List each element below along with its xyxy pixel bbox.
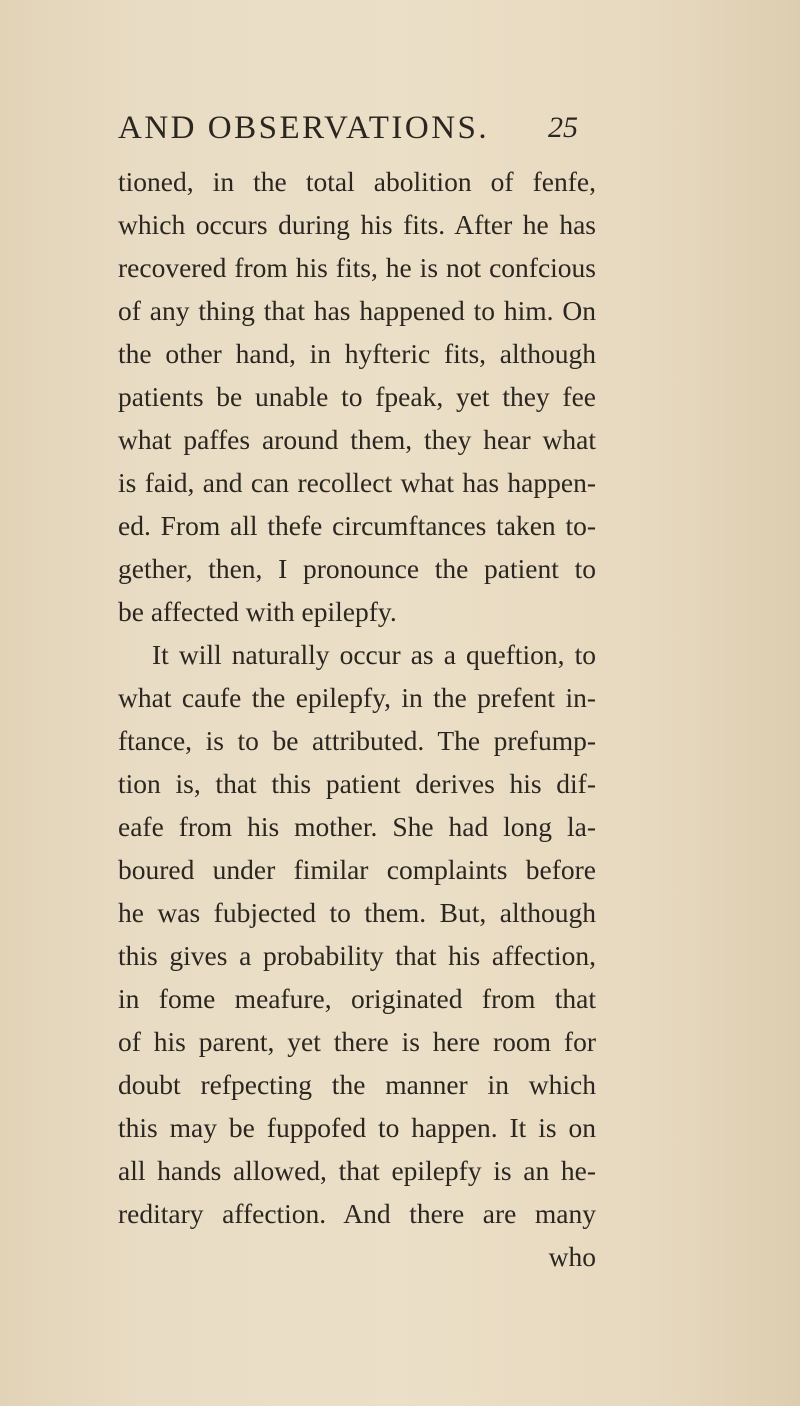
text-line: reditary affection. And there are many <box>118 1198 596 1229</box>
text-line: this gives a probability that his affection, <box>118 940 596 971</box>
body-text <box>118 160 596 1278</box>
text-line: of his parent, yet there is here room for <box>118 1026 596 1057</box>
text-line: be affected with epilepfy. <box>118 596 397 627</box>
text-line: what paffes around them, they hear what <box>118 424 596 455</box>
text-line: ftance, is to be attributed. The prefump- <box>118 725 596 756</box>
text-line: is faid, and can recollect what has happen- <box>118 467 596 498</box>
catchword: who <box>548 1241 596 1272</box>
text-line: all hands allowed, that epilepfy is an he- <box>118 1155 596 1186</box>
text-line: eafe from his mother. She had long la- <box>118 811 596 842</box>
text-line: which occurs during his fits. After he has <box>118 209 596 240</box>
text-line: what caufe the epilepfy, in the prefent in- <box>118 682 596 713</box>
page-header <box>118 106 578 150</box>
text-line: ed. From all thefe circumftances taken to- <box>118 510 596 541</box>
text-line: the other hand, in hyfteric fits, although <box>118 338 596 369</box>
text-line: tioned, in the total abolition of fenfe, <box>118 166 596 197</box>
text-line: this may be fuppofed to happen. It is on <box>118 1112 596 1143</box>
text-line: gether, then, I pronounce the patient to <box>118 553 596 584</box>
page-number: 25 <box>548 111 578 144</box>
running-head: AND OBSERVATIONS. <box>118 110 490 146</box>
text-line: doubt refpecting the manner in which <box>118 1069 596 1100</box>
text-line: in fome meafure, originated from that <box>118 983 596 1014</box>
text-line: patients be unable to fpeak, yet they fee <box>118 381 596 412</box>
text-line: tion is, that this patient derives his dif- <box>118 768 596 799</box>
text-line: It will naturally occur as a queftion, to <box>152 639 596 670</box>
text-line: recovered from his fits, he is not confcious <box>118 252 596 283</box>
text-line: he was fubjected to them. But, although <box>118 897 596 928</box>
text-line: boured under fimilar complaints before <box>118 854 596 885</box>
text-line: of any thing that has happened to him. On <box>118 295 596 326</box>
